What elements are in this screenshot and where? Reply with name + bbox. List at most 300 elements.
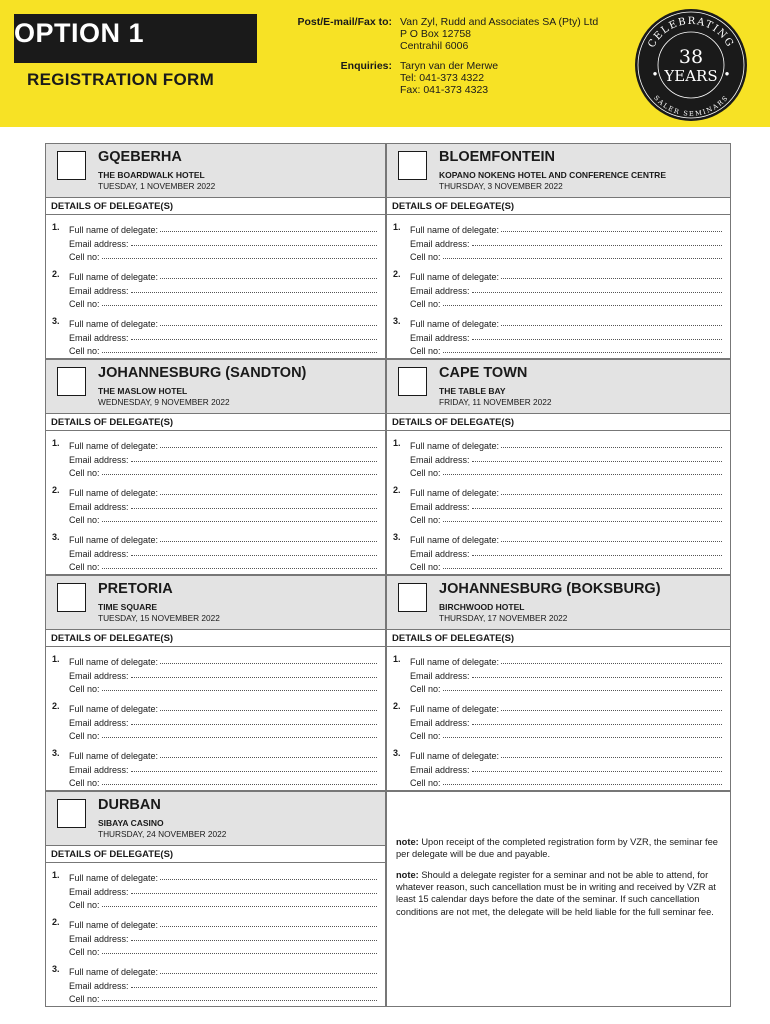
details-divider — [46, 862, 385, 863]
enquiries-fax: Fax: 041-373 4323 — [400, 84, 489, 96]
delegate-email-field[interactable] — [393, 761, 722, 774]
registration-form-title: REGISTRATION FORM — [27, 70, 215, 89]
note-text: Upon receipt of the completed registration form by VZR, the seminar fee per delegate will be due and payable. — [396, 837, 718, 860]
delegate-name-field[interactable] — [393, 438, 722, 451]
delegate-name-field[interactable] — [52, 222, 377, 235]
venue-date: THURSDAY, 3 NOVEMBER 2022 — [439, 181, 563, 191]
field-label: Cell no: — [69, 731, 100, 742]
delegate-cell-field[interactable] — [52, 775, 377, 788]
delegate-name-field[interactable] — [393, 654, 722, 667]
field-dotted-line — [160, 541, 377, 542]
field-dotted-line — [472, 724, 722, 725]
delegate-email-field[interactable] — [393, 329, 722, 342]
delegate-name-field[interactable] — [52, 964, 377, 977]
venue-panel — [45, 791, 386, 1007]
delegate-number: 2. — [52, 269, 60, 279]
venue-header — [46, 360, 385, 414]
venue-date: TUESDAY, 15 NOVEMBER 2022 — [98, 613, 220, 623]
field-dotted-line — [443, 784, 722, 785]
venue-city: JOHANNESBURG (BOKSBURG) — [439, 581, 661, 597]
field-dotted-line — [131, 461, 377, 462]
field-dotted-line — [131, 940, 377, 941]
field-label: Email address: — [410, 285, 470, 296]
delegate-cell-field[interactable] — [52, 249, 377, 262]
delegate-block — [52, 532, 377, 572]
delegate-cell-field[interactable] — [393, 465, 722, 478]
note-key: note: — [396, 869, 419, 880]
delegate-block — [52, 701, 377, 741]
field-dotted-line — [472, 245, 722, 246]
delegate-number: 1. — [52, 222, 60, 232]
venue-hotel: THE BOARDWALK HOTEL — [98, 170, 205, 180]
delegate-cell-field[interactable] — [52, 296, 377, 309]
field-dotted-line — [443, 568, 722, 569]
field-dotted-line — [501, 278, 722, 279]
field-dotted-line — [501, 541, 722, 542]
venue-date: THURSDAY, 17 NOVEMBER 2022 — [439, 613, 568, 623]
delegate-name-field[interactable] — [393, 485, 722, 498]
delegate-name-field[interactable] — [393, 316, 722, 329]
field-dotted-line — [102, 568, 377, 569]
venue-select-checkbox[interactable] — [398, 583, 427, 612]
delegate-cell-field[interactable] — [52, 465, 377, 478]
field-label: Email address: — [410, 454, 470, 465]
venue-hotel: BIRCHWOOD HOTEL — [439, 602, 525, 612]
field-dotted-line — [472, 339, 722, 340]
field-dotted-line — [131, 508, 377, 509]
field-label: Cell no: — [69, 684, 100, 695]
delegate-cell-field[interactable] — [393, 681, 722, 694]
venue-select-checkbox[interactable] — [57, 799, 86, 828]
field-dotted-line — [131, 893, 377, 894]
delegate-number: 2. — [52, 917, 60, 927]
details-divider — [387, 646, 730, 647]
delegate-block — [52, 870, 377, 910]
venue-city: GQEBERHA — [98, 149, 182, 165]
field-dotted-line — [443, 521, 722, 522]
field-dotted-line — [443, 352, 722, 353]
delegate-name-field[interactable] — [52, 485, 377, 498]
venue-hotel: THE MASLOW HOTEL — [98, 386, 188, 396]
details-heading: DETAILS OF DELEGATE(S) — [51, 201, 174, 212]
celebrating-38-years-badge — [634, 8, 748, 122]
field-dotted-line — [160, 325, 377, 326]
delegate-cell-field[interactable] — [52, 897, 377, 910]
delegate-block — [393, 316, 722, 356]
field-label: Email address: — [69, 670, 129, 681]
field-label: Cell no: — [69, 515, 100, 526]
delegate-block — [52, 654, 377, 694]
field-label: Cell no: — [69, 778, 100, 789]
delegate-name-field[interactable] — [393, 701, 722, 714]
title-divider — [14, 61, 257, 63]
field-dotted-line — [131, 771, 377, 772]
details-heading: DETAILS OF DELEGATE(S) — [51, 633, 174, 644]
delegate-email-field[interactable] — [52, 977, 377, 990]
venue-hotel: THE TABLE BAY — [439, 386, 506, 396]
venue-panel — [45, 143, 386, 359]
delegate-cell-field[interactable] — [393, 343, 722, 356]
field-dotted-line — [160, 710, 377, 711]
delegate-number: 3. — [52, 748, 60, 758]
field-label: Cell no: — [69, 468, 100, 479]
venue-select-checkbox[interactable] — [57, 151, 86, 180]
details-divider — [46, 430, 385, 431]
field-dotted-line — [501, 494, 722, 495]
delegate-email-field[interactable] — [393, 451, 722, 464]
field-dotted-line — [501, 663, 722, 664]
delegate-block — [393, 748, 722, 788]
field-label: Email address: — [69, 548, 129, 559]
field-label: Full name of delegate: — [410, 704, 500, 715]
field-label: Email address: — [410, 501, 470, 512]
delegate-email-field[interactable] — [52, 545, 377, 558]
venue-city: DURBAN — [98, 797, 161, 813]
field-label: Cell no: — [410, 731, 441, 742]
details-heading: DETAILS OF DELEGATE(S) — [392, 417, 515, 428]
delegate-name-field[interactable] — [52, 269, 377, 282]
delegate-cell-field[interactable] — [52, 512, 377, 525]
delegate-number: 2. — [393, 701, 401, 711]
field-label: Full name of delegate: — [410, 535, 500, 546]
field-dotted-line — [131, 292, 377, 293]
field-dotted-line — [102, 737, 377, 738]
field-dotted-line — [102, 906, 377, 907]
delegate-block — [393, 701, 722, 741]
venue-hotel: KOPANO NOKENG HOTEL AND CONFERENCE CENTRE — [439, 170, 666, 180]
delegate-number: 2. — [393, 485, 401, 495]
field-label: Email address: — [69, 933, 129, 944]
venue-select-checkbox[interactable] — [57, 367, 86, 396]
field-label: Full name of delegate: — [69, 441, 159, 452]
delegate-cell-field[interactable] — [52, 728, 377, 741]
field-dotted-line — [160, 973, 377, 974]
badge-top-text: CELEBRATING — [646, 15, 736, 50]
delegate-number: 1. — [393, 654, 401, 664]
delegate-name-field[interactable] — [52, 316, 377, 329]
venue-header — [387, 360, 730, 414]
badge-number: 38 — [678, 46, 704, 68]
venue-hotel: SIBAYA CASINO — [98, 818, 164, 828]
badge-dot-right-icon: ● — [724, 69, 730, 78]
delegate-cell-field[interactable] — [393, 296, 722, 309]
field-label: Email address: — [410, 238, 470, 249]
field-label: Full name of delegate: — [69, 873, 159, 884]
field-label: Email address: — [410, 717, 470, 728]
field-dotted-line — [472, 292, 722, 293]
venue-select-checkbox[interactable] — [398, 151, 427, 180]
venue-date: WEDNESDAY, 9 NOVEMBER 2022 — [98, 397, 230, 407]
field-label: Cell no: — [69, 900, 100, 911]
delegate-name-field[interactable] — [52, 701, 377, 714]
venue-select-checkbox[interactable] — [398, 367, 427, 396]
delegate-block — [52, 438, 377, 478]
field-dotted-line — [501, 447, 722, 448]
venue-select-checkbox[interactable] — [57, 583, 86, 612]
delegate-name-field[interactable] — [52, 532, 377, 545]
note-payment — [396, 836, 718, 861]
field-label: Email address: — [410, 548, 470, 559]
field-label: Full name of delegate: — [410, 319, 500, 330]
field-label: Full name of delegate: — [69, 967, 159, 978]
delegate-cell-field[interactable] — [52, 559, 377, 572]
venue-header — [46, 792, 385, 846]
field-label: Full name of delegate: — [410, 272, 500, 283]
field-dotted-line — [102, 521, 377, 522]
delegate-email-field[interactable] — [393, 282, 722, 295]
field-label: Full name of delegate: — [69, 319, 159, 330]
field-label: Email address: — [69, 332, 129, 343]
delegate-name-field[interactable] — [52, 654, 377, 667]
venue-date: TUESDAY, 1 NOVEMBER 2022 — [98, 181, 216, 191]
field-dotted-line — [131, 339, 377, 340]
delegate-email-field[interactable] — [52, 930, 377, 943]
note-text: Should a delegate register for a seminar and not be able to attend, for whatever reason, such cancellation must be in writing and received by VZR at least 15 calendar days before the date of the seminar. If such cancellation conditions are not met, the delegate will be held liable for the full seminar fee. — [396, 869, 716, 917]
delegate-number: 1. — [52, 870, 60, 880]
delegate-block — [52, 917, 377, 957]
field-label: Email address: — [69, 980, 129, 991]
field-dotted-line — [102, 784, 377, 785]
delegate-cell-field[interactable] — [393, 775, 722, 788]
field-label: Full name of delegate: — [69, 225, 159, 236]
venue-hotel: TIME SQUARE — [98, 602, 158, 612]
delegate-block — [393, 485, 722, 525]
delegate-name-field[interactable] — [393, 269, 722, 282]
field-label: Full name of delegate: — [69, 920, 159, 931]
field-dotted-line — [160, 926, 377, 927]
delegate-number: 1. — [52, 438, 60, 448]
delegate-email-field[interactable] — [52, 451, 377, 464]
venue-panel — [45, 575, 386, 791]
delegate-name-field[interactable] — [52, 870, 377, 883]
delegate-block — [52, 964, 377, 1004]
field-dotted-line — [472, 508, 722, 509]
delegate-block — [393, 532, 722, 572]
field-dotted-line — [443, 690, 722, 691]
field-label: Cell no: — [410, 468, 441, 479]
field-label: Cell no: — [69, 562, 100, 573]
delegate-email-field[interactable] — [52, 235, 377, 248]
field-dotted-line — [160, 231, 377, 232]
field-dotted-line — [443, 474, 722, 475]
details-heading: DETAILS OF DELEGATE(S) — [392, 201, 515, 212]
field-label: Full name of delegate: — [69, 272, 159, 283]
field-label: Cell no: — [410, 778, 441, 789]
field-label: Cell no: — [410, 299, 441, 310]
field-label: Cell no: — [69, 252, 100, 263]
delegate-block — [393, 222, 722, 262]
delegate-number: 1. — [393, 222, 401, 232]
venue-date: THURSDAY, 24 NOVEMBER 2022 — [98, 829, 227, 839]
field-label: Full name of delegate: — [69, 535, 159, 546]
field-dotted-line — [472, 461, 722, 462]
delegate-cell-field[interactable] — [393, 728, 722, 741]
field-label: Cell no: — [69, 994, 100, 1005]
field-dotted-line — [443, 258, 722, 259]
field-dotted-line — [102, 258, 377, 259]
delegate-number: 2. — [52, 485, 60, 495]
enquiries-tel: Tel: 041-373 4322 — [400, 72, 485, 84]
field-label: Full name of delegate: — [69, 488, 159, 499]
field-dotted-line — [501, 231, 722, 232]
field-label: Full name of delegate: — [69, 657, 159, 668]
badge-dot-left-icon: ● — [652, 69, 658, 78]
field-label: Cell no: — [69, 346, 100, 357]
field-dotted-line — [131, 987, 377, 988]
field-dotted-line — [443, 305, 722, 306]
venue-date: FRIDAY, 11 NOVEMBER 2022 — [439, 397, 552, 407]
field-label: Email address: — [410, 764, 470, 775]
delegate-email-field[interactable] — [52, 667, 377, 680]
field-label: Full name of delegate: — [410, 441, 500, 452]
field-dotted-line — [131, 245, 377, 246]
details-divider — [46, 646, 385, 647]
details-divider — [387, 214, 730, 215]
venue-header — [46, 576, 385, 630]
delegate-cell-field[interactable] — [393, 512, 722, 525]
field-dotted-line — [102, 1000, 377, 1001]
field-label: Full name of delegate: — [410, 657, 500, 668]
delegate-number: 3. — [52, 532, 60, 542]
field-label: Email address: — [69, 501, 129, 512]
enquiries-contact: Taryn van der Merwe — [400, 60, 499, 72]
field-dotted-line — [501, 325, 722, 326]
field-dotted-line — [160, 663, 377, 664]
field-dotted-line — [160, 757, 377, 758]
field-label: Email address: — [69, 285, 129, 296]
field-label: Full name of delegate: — [410, 488, 500, 499]
field-dotted-line — [102, 953, 377, 954]
field-label: Email address: — [69, 886, 129, 897]
delegate-block — [52, 269, 377, 309]
delegate-email-field[interactable] — [52, 883, 377, 896]
field-label: Cell no: — [410, 562, 441, 573]
field-dotted-line — [160, 494, 377, 495]
field-label: Cell no: — [69, 299, 100, 310]
delegate-name-field[interactable] — [393, 748, 722, 761]
note-cancellation — [396, 869, 718, 918]
delegate-number: 2. — [52, 701, 60, 711]
delegate-cell-field[interactable] — [393, 249, 722, 262]
field-dotted-line — [501, 757, 722, 758]
details-heading: DETAILS OF DELEGATE(S) — [51, 417, 174, 428]
venue-panel — [45, 359, 386, 575]
field-dotted-line — [443, 737, 722, 738]
notes-block — [396, 836, 718, 926]
note-key: note: — [396, 837, 419, 847]
delegate-block — [393, 269, 722, 309]
venue-city: BLOEMFONTEIN — [439, 149, 555, 165]
field-dotted-line — [472, 771, 722, 772]
details-heading: DETAILS OF DELEGATE(S) — [51, 849, 174, 860]
venue-header — [387, 576, 730, 630]
delegate-number: 3. — [393, 316, 401, 326]
field-label: Cell no: — [410, 252, 441, 263]
delegate-name-field[interactable] — [52, 438, 377, 451]
delegate-number: 3. — [393, 748, 401, 758]
delegate-number: 2. — [393, 269, 401, 279]
delegate-cell-field[interactable] — [52, 681, 377, 694]
delegate-email-field[interactable] — [52, 761, 377, 774]
venue-panel — [386, 143, 731, 359]
field-dotted-line — [160, 278, 377, 279]
field-label: Full name of delegate: — [410, 225, 500, 236]
delegate-email-field[interactable] — [393, 498, 722, 511]
delegate-block — [52, 485, 377, 525]
delegate-email-field[interactable] — [52, 714, 377, 727]
post-label: Post/E-mail/Fax to: — [297, 16, 392, 28]
venue-city: JOHANNESBURG (SANDTON) — [98, 365, 307, 381]
field-dotted-line — [131, 555, 377, 556]
delegate-email-field[interactable] — [393, 545, 722, 558]
delegate-number: 1. — [52, 654, 60, 664]
badge-years: YEARS — [664, 67, 718, 85]
delegate-name-field[interactable] — [52, 917, 377, 930]
field-dotted-line — [102, 352, 377, 353]
field-dotted-line — [472, 555, 722, 556]
venue-city: CAPE TOWN — [439, 365, 528, 381]
delegate-email-field[interactable] — [52, 282, 377, 295]
field-label: Full name of delegate: — [410, 751, 500, 762]
delegate-number: 1. — [393, 438, 401, 448]
delegate-number: 3. — [52, 316, 60, 326]
details-divider — [387, 430, 730, 431]
delegate-cell-field[interactable] — [52, 944, 377, 957]
delegate-block — [52, 222, 377, 262]
delegate-cell-field[interactable] — [393, 559, 722, 572]
delegate-number: 3. — [52, 964, 60, 974]
delegate-email-field[interactable] — [393, 235, 722, 248]
delegate-email-field[interactable] — [52, 329, 377, 342]
field-label: Cell no: — [410, 515, 441, 526]
badge-bottom-text: SALER SEMINARS — [652, 93, 730, 118]
field-dotted-line — [472, 677, 722, 678]
delegate-number: 3. — [393, 532, 401, 542]
delegate-name-field[interactable] — [52, 748, 377, 761]
delegate-block — [393, 438, 722, 478]
delegate-email-field[interactable] — [52, 498, 377, 511]
field-dotted-line — [102, 305, 377, 306]
details-divider — [46, 214, 385, 215]
delegate-name-field[interactable] — [393, 532, 722, 545]
field-label: Cell no: — [410, 684, 441, 695]
field-dotted-line — [131, 677, 377, 678]
post-line-box: P O Box 12758 — [400, 28, 472, 40]
venue-panel — [386, 359, 731, 575]
delegate-block — [393, 654, 722, 694]
field-label: Cell no: — [69, 947, 100, 958]
venue-city: PRETORIA — [98, 581, 173, 597]
field-label: Full name of delegate: — [69, 751, 159, 762]
option-title: OPTION 1 — [14, 18, 145, 48]
field-label: Email address: — [69, 454, 129, 465]
delegate-cell-field[interactable] — [52, 343, 377, 356]
delegate-email-field[interactable] — [393, 714, 722, 727]
field-label: Email address: — [69, 717, 129, 728]
delegate-cell-field[interactable] — [52, 991, 377, 1004]
venue-header — [46, 144, 385, 198]
header-band — [0, 0, 770, 127]
field-dotted-line — [102, 690, 377, 691]
field-dotted-line — [160, 447, 377, 448]
delegate-email-field[interactable] — [393, 667, 722, 680]
field-label: Full name of delegate: — [69, 704, 159, 715]
field-label: Email address: — [410, 670, 470, 681]
post-line-city: Centrahil 6006 — [400, 40, 469, 52]
delegate-name-field[interactable] — [393, 222, 722, 235]
field-dotted-line — [160, 879, 377, 880]
details-heading: DETAILS OF DELEGATE(S) — [392, 633, 515, 644]
